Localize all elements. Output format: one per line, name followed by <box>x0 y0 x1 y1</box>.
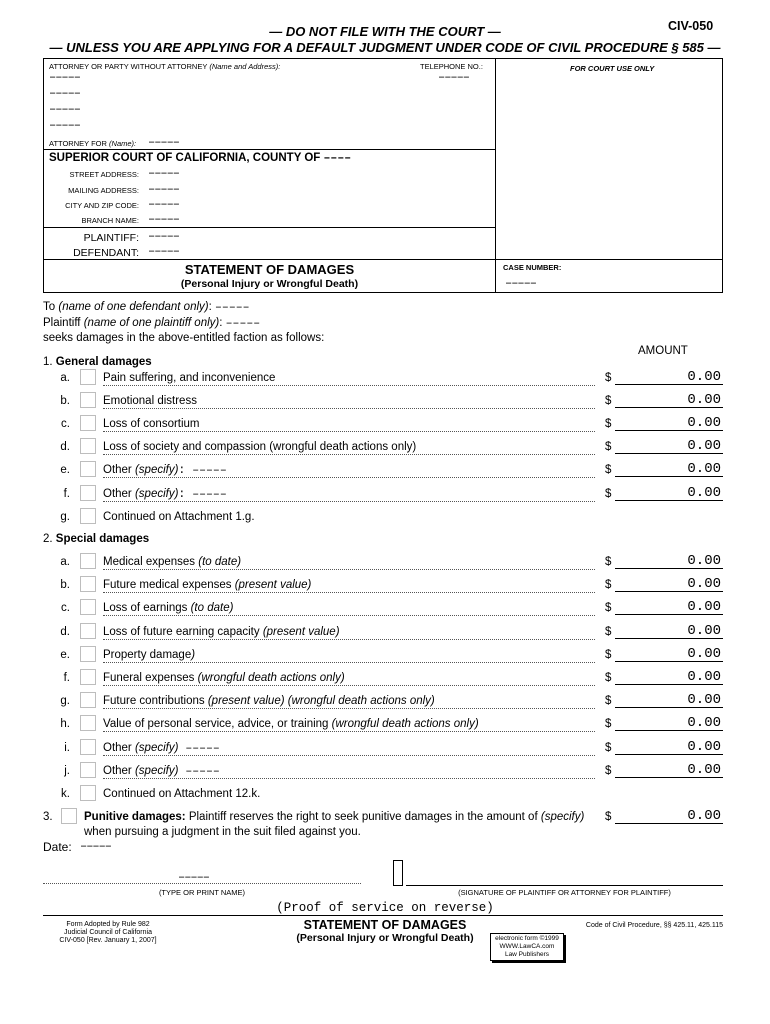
publisher-badge: electronic form ©1999 WWW.LawCA.com Law Publishers <box>490 933 564 961</box>
item-letter: d. <box>60 625 70 638</box>
specify-field[interactable]: ––––– <box>178 764 220 778</box>
item-checkbox[interactable] <box>80 485 96 501</box>
seeks-text: seeks damages in the above-entitled faction as follows: <box>43 332 325 344</box>
amount-field[interactable]: 0.00 <box>687 438 721 455</box>
dollar-sign: $ <box>605 464 612 477</box>
item-letter: b. <box>60 395 70 408</box>
branch-name-label: BRANCH NAME: <box>81 216 139 225</box>
item-letter: f. <box>63 672 70 684</box>
dollar-sign: $ <box>605 418 612 431</box>
item-label: Property damage) <box>103 648 196 661</box>
item-label: Funeral expenses (wrongful death actions only) <box>103 672 345 684</box>
case-number-label: CASE NUMBER: <box>503 263 562 272</box>
attorney-address-line-3[interactable]: ––––– <box>49 118 81 132</box>
amount-field[interactable]: 0.00 <box>687 576 721 593</box>
item-checkbox[interactable] <box>80 785 96 801</box>
dollar-sign: $ <box>605 556 612 568</box>
item-letter: i. <box>64 741 70 754</box>
defendant-label: DEFENDANT: <box>73 247 139 259</box>
item-checkbox[interactable] <box>80 669 96 685</box>
item-letter: d. <box>60 441 70 454</box>
print-name-field[interactable]: ––––– <box>178 870 210 884</box>
item-letter: k. <box>61 788 70 800</box>
defendant-name-field[interactable]: ––––– <box>215 301 250 314</box>
item-checkbox[interactable] <box>80 392 96 408</box>
amount-field[interactable]: 0.00 <box>687 692 721 709</box>
caption-box <box>43 58 723 293</box>
amount-field[interactable]: 0.00 <box>687 461 721 478</box>
street-address-label: STREET ADDRESS: <box>69 170 139 179</box>
item-letter: f. <box>63 487 70 500</box>
item-checkbox[interactable] <box>80 369 96 385</box>
item-checkbox[interactable] <box>80 553 96 569</box>
amount-field[interactable]: 0.00 <box>687 738 721 755</box>
item-letter: j. <box>64 764 70 777</box>
punitive-dollar-sign: $ <box>605 811 612 823</box>
punitive-text-line-2: when pursuing a judgment in the suit filed against you. <box>84 826 361 838</box>
dollar-sign: $ <box>605 672 612 684</box>
item-letter: h. <box>60 718 70 731</box>
item-label: Future contributions (present value) (wrongful death actions only) <box>103 695 435 708</box>
signature-caption: (SIGNATURE OF PLAINTIFF OR ATTORNEY FOR PLAINTIFF) <box>458 888 671 897</box>
print-name-line <box>43 883 361 884</box>
amount-field[interactable]: 0.00 <box>687 484 721 501</box>
header-line-1: — DO NOT FILE WITH THE COURT — <box>269 24 501 39</box>
punitive-amount[interactable]: 0.00 <box>687 808 721 824</box>
dollar-sign: $ <box>605 395 612 408</box>
plaintiff-line: Plaintiff (name of one plaintiff only): ––––– <box>43 317 261 330</box>
telephone-field[interactable]: ––––– <box>438 70 470 84</box>
dollar-sign: $ <box>605 372 612 384</box>
document-subtitle: (Personal Injury or Wrongful Death) <box>180 278 359 290</box>
city-zip-field[interactable]: ––––– <box>148 197 180 211</box>
form-id: CIV-050 <box>668 19 714 33</box>
dollar-sign: $ <box>605 648 612 661</box>
attorney-address-line-1[interactable]: ––––– <box>49 86 81 100</box>
item-checkbox[interactable] <box>80 762 96 778</box>
dollar-sign: $ <box>605 441 612 454</box>
item-label: Continued on Attachment 1.g. <box>103 510 255 523</box>
court-use-label: FOR COURT USE ONLY <box>570 64 655 73</box>
amount-field[interactable]: 0.00 <box>687 622 721 639</box>
telephone-label: TELEPHONE NO.: <box>420 62 483 71</box>
item-letter: e. <box>60 464 70 477</box>
item-checkbox[interactable] <box>80 461 96 477</box>
mailing-address-label: MAILING ADDRESS: <box>68 186 139 195</box>
item-checkbox[interactable] <box>80 646 96 662</box>
dollar-sign: $ <box>605 718 612 731</box>
to-line: To (name of one defendant only): ––––– <box>43 301 250 314</box>
header-line-2: — UNLESS YOU ARE APPLYING FOR A DEFAULT JUDGMENT UNDER CODE OF CIVIL PROCEDURE § 585 — <box>49 40 721 55</box>
footer-subtitle: (Personal Injury or Wrongful Death) <box>296 932 474 944</box>
item-label: Loss of earnings (to date) <box>103 602 234 615</box>
attorney-for-field[interactable]: ––––– <box>148 135 180 149</box>
item-letter: g. <box>60 695 70 708</box>
item-checkbox[interactable] <box>80 692 96 708</box>
item-label: Other (specify) ––––– <box>103 741 220 755</box>
item-checkbox[interactable] <box>80 415 96 431</box>
date-field[interactable]: ––––– <box>80 839 112 853</box>
item-label: Emotional distress <box>103 395 197 408</box>
street-address-field[interactable]: ––––– <box>148 166 180 180</box>
document-title: STATEMENT OF DAMAGES <box>184 262 355 277</box>
punitive-checkbox[interactable] <box>61 808 77 824</box>
item-checkbox[interactable] <box>80 623 96 639</box>
item-letter: e. <box>60 648 70 661</box>
item-letter: g. <box>60 510 70 523</box>
print-name-caption: (TYPE OR PRINT NAME) <box>158 888 246 897</box>
item-label: Value of personal service, advice, or training (wrongful death actions only) <box>103 718 479 731</box>
item-letter: c. <box>61 602 70 615</box>
amount-field[interactable]: 0.00 <box>687 761 721 778</box>
code-reference: Code of Civil Procedure, §§ 425.11, 425.115 <box>585 922 723 929</box>
branch-name-field[interactable]: ––––– <box>148 212 180 226</box>
attorney-address-line-2[interactable]: ––––– <box>49 102 81 116</box>
item-checkbox[interactable] <box>80 576 96 592</box>
item-label: Other (specify): ––––– <box>103 464 227 478</box>
item-label: Other (specify): ––––– <box>103 487 227 501</box>
dollar-sign: $ <box>605 695 612 708</box>
punitive-text: Punitive damages: Plaintiff reserves the right to seek punitive damages in the amount of (specify) <box>84 811 585 823</box>
case-number-field[interactable]: ––––– <box>505 276 537 290</box>
punitive-number: 3. <box>43 811 53 823</box>
amount-field[interactable]: 0.00 <box>687 415 721 432</box>
court-title: SUPERIOR COURT OF CALIFORNIA, COUNTY OF –––– <box>49 152 352 165</box>
item-label: Other (specify) ––––– <box>103 764 220 778</box>
specify-field[interactable]: ––––– <box>178 741 220 755</box>
plaintiff-label: PLAINTIFF: <box>83 232 139 244</box>
item-label: Future medical expenses (present value) <box>103 579 312 592</box>
specify-field[interactable]: : ––––– <box>178 487 227 501</box>
item-label: Continued on Attachment 12.k. <box>103 788 261 800</box>
amount-field[interactable]: 0.00 <box>687 645 721 662</box>
signature-marker-icon <box>393 860 403 886</box>
general-damages-heading: 1. General damages <box>43 356 152 368</box>
dollar-sign: $ <box>605 487 612 500</box>
item-letter: c. <box>61 418 70 431</box>
dollar-sign: $ <box>605 764 612 777</box>
mailing-address-field[interactable]: ––––– <box>148 182 180 196</box>
item-checkbox[interactable] <box>80 739 96 755</box>
item-label: Pain suffering, and inconvenience <box>103 372 276 384</box>
item-label: Loss of consortium <box>103 418 200 431</box>
specify-field[interactable]: : ––––– <box>178 464 227 478</box>
attorney-for-label: ATTORNEY FOR (Name): <box>49 139 137 148</box>
signature-field[interactable] <box>406 860 723 884</box>
item-checkbox[interactable] <box>80 715 96 731</box>
amount-field[interactable]: 0.00 <box>687 553 721 569</box>
date-label: Date: <box>43 840 72 854</box>
amount-field[interactable]: 0.00 <box>687 715 721 732</box>
special-damages-heading: 2. Special damages <box>43 533 150 545</box>
proof-of-service-note: (Proof of service on reverse) <box>276 901 494 915</box>
amount-header: AMOUNT <box>638 345 688 357</box>
item-letter: a. <box>60 372 70 384</box>
item-checkbox[interactable] <box>80 508 96 524</box>
amount-field[interactable]: 0.00 <box>687 669 721 685</box>
plaintiff-name-field[interactable]: ––––– <box>225 317 261 330</box>
amount-field[interactable]: 0.00 <box>687 599 721 616</box>
dollar-sign: $ <box>605 579 612 592</box>
defendant-field[interactable]: ––––– <box>148 244 180 258</box>
item-label: Loss of future earning capacity (present value) <box>103 625 340 638</box>
dollar-sign: $ <box>605 625 612 638</box>
item-letter: a. <box>60 556 70 568</box>
form-adopted-block: Form Adopted by Rule 982 Judicial Council of California CIV-050 [Rev. January 1, 2007] <box>59 921 157 944</box>
dollar-sign: $ <box>605 602 612 615</box>
amount-field[interactable]: 0.00 <box>687 369 721 385</box>
attorney-name-field[interactable]: ––––– <box>49 70 81 84</box>
item-label: Medical expenses (to date) <box>103 556 242 568</box>
plaintiff-field[interactable]: ––––– <box>148 229 180 243</box>
item-letter: b. <box>60 579 70 592</box>
item-checkbox[interactable] <box>80 599 96 615</box>
city-zip-label: CITY AND ZIP CODE: <box>65 201 139 210</box>
attorney-label: ATTORNEY OR PARTY WITHOUT ATTORNEY (Name and Address): <box>49 62 281 71</box>
footer-title: STATEMENT OF DAMAGES <box>303 918 467 932</box>
item-label: Loss of society and compassion (wrongful death actions only) <box>103 441 417 454</box>
dollar-sign: $ <box>605 741 612 754</box>
item-checkbox[interactable] <box>80 438 96 454</box>
amount-field[interactable]: 0.00 <box>687 392 721 409</box>
